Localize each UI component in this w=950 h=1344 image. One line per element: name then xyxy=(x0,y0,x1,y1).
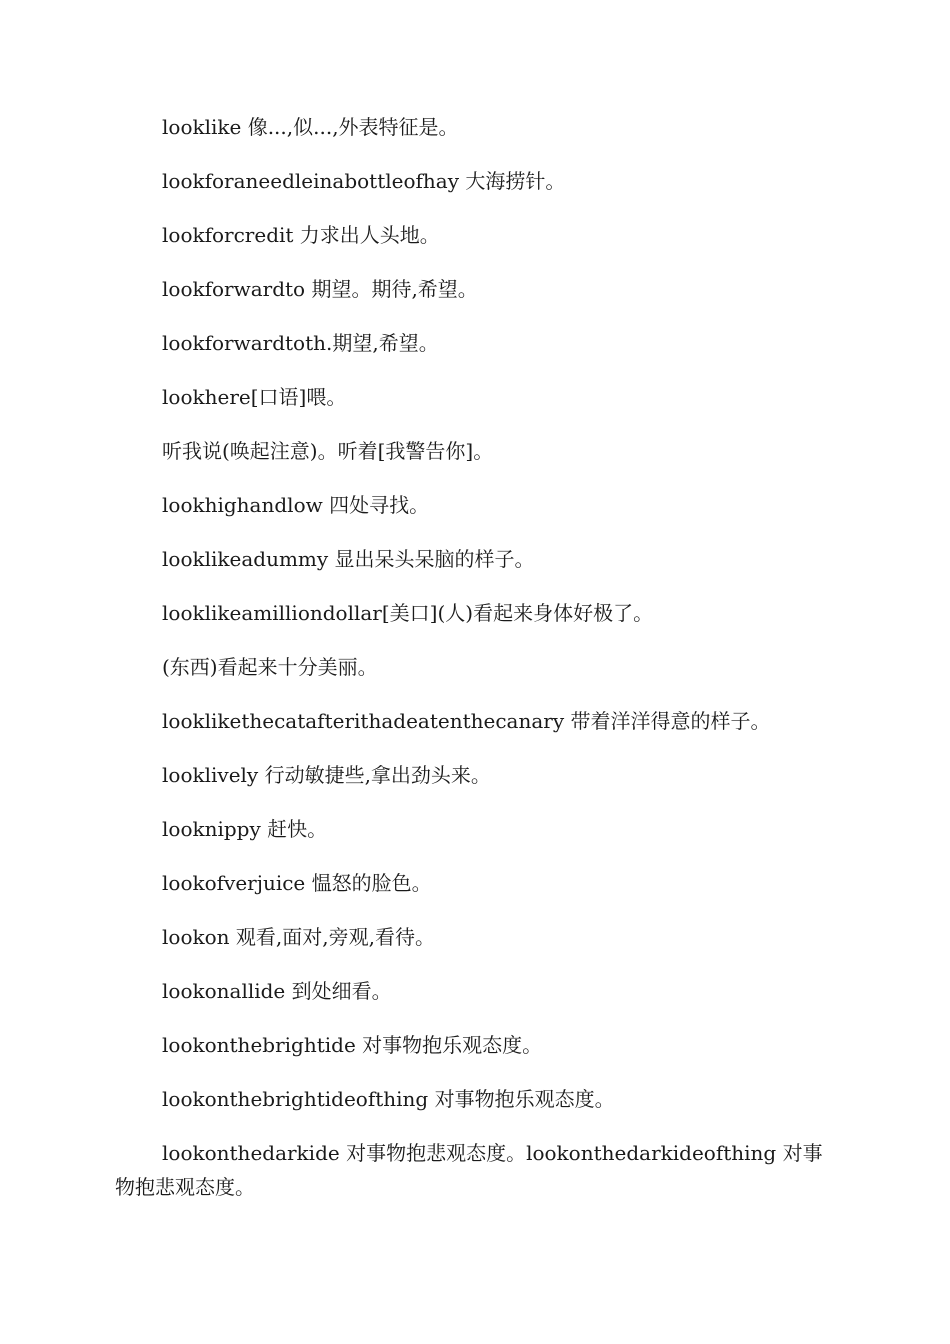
paragraph-5: lookforwardtoth.期望,希望。 xyxy=(162,331,439,355)
paragraph-8: lookhighandlow 四处寻找。 xyxy=(162,493,430,517)
paragraph-7: 听我说(唤起注意)。听着[我警告你]。 xyxy=(162,439,494,463)
paragraph-9: looklikeadummy 显出呆头呆脑的样子。 xyxy=(162,547,535,571)
paragraph-17: lookonallide 到处细看。 xyxy=(162,979,392,1003)
paragraph-18: lookonthebrightide 对事物抱乐观态度。 xyxy=(162,1033,543,1057)
document-body xyxy=(115,110,835,1224)
paragraph-1: looklike 像...,似...,外表特征是。 xyxy=(162,115,459,139)
paragraph-4: lookforwardto 期望。期待,希望。 xyxy=(162,277,478,301)
paragraph-6: lookhere[口语]喂。 xyxy=(162,385,347,409)
paragraph-10: looklikeamilliondollar[美口](人)看起来身体好极了。 xyxy=(162,601,654,625)
paragraph-15: lookofverjuice 愠怒的脸色。 xyxy=(162,871,432,895)
paragraph-12: looklikethecatafterithadeatenthecanary 带着洋洋得意的样子。 xyxy=(162,709,771,733)
paragraph-16: lookon 观看,面对,旁观,看待。 xyxy=(162,925,435,949)
paragraph-3: lookforcredit 力求出人头地。 xyxy=(162,223,440,247)
paragraph-19: lookonthebrightideofthing 对事物抱乐观态度。 xyxy=(162,1087,615,1111)
paragraph-13: looklively 行动敏捷些,拿出劲头来。 xyxy=(162,763,491,787)
paragraph-11: (东西)看起来十分美丽。 xyxy=(162,655,378,679)
paragraph-14: looknippy 赶快。 xyxy=(162,817,328,841)
paragraph-2: lookforaneedleinabottleofhay 大海捞针。 xyxy=(162,169,566,193)
paragraph-20: lookonthedarkide 对事物抱悲观态度。lookonthedarkideofthing 对事物抱悲观态度。 xyxy=(115,1141,823,1199)
